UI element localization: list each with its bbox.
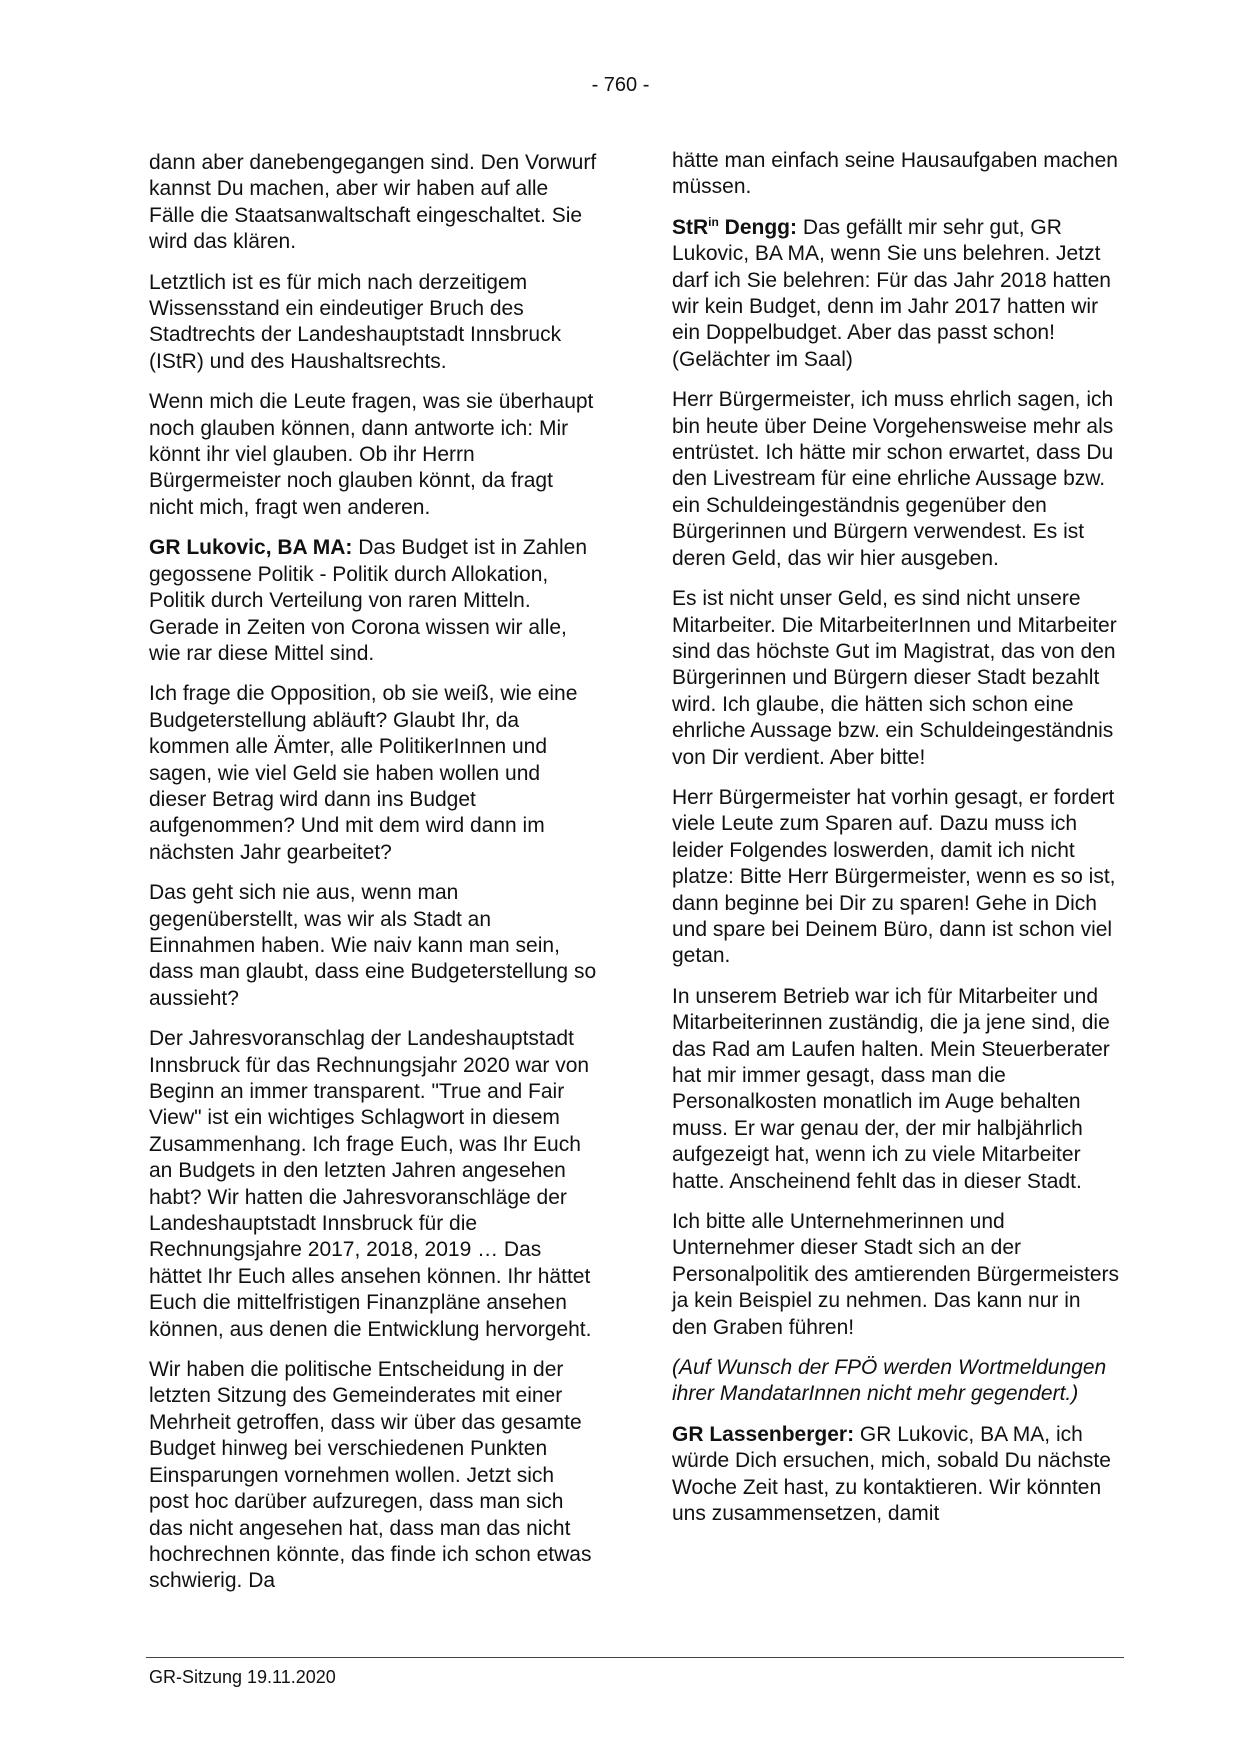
paragraph: Letztlich ist es für mich nach derzeitigem Wissensstand ein eindeutiger Bruch des Stadtrechts der Landeshauptstadt Innsbruck (IStR) und des Haushaltsrechts.: [149, 270, 562, 373]
paragraph: Ich bitte alle Unternehmerinnen und Unternehmer dieser Stadt sich an der Personalpolitik des amtierenden Bürgermeisters ja kein Beispiel zu nehmen. Das kann nur in den Graben führen!: [672, 1210, 1120, 1339]
footer-divider: [146, 1657, 1124, 1658]
footer-session-date: GR-Sitzung 19.11.2020: [149, 1667, 336, 1687]
left-column: [149, 150, 597, 1609]
paragraph: GR Lassenberger: GR Lukovic, BA MA, ich würde Dich ersuchen, mich, sobald Du nächste Woche Zeit hast, zu kontaktieren. Wir könnten uns zusammensetzen, damit: [672, 1422, 1111, 1526]
paragraph: Der Jahresvoranschlag der Landeshauptstadt Innsbruck für das Rechnungsjahr 2020 war von Beginn an immer transparent. "True and Fair View" ist ein wichtiges Schlagwort in diesem Zusammenhang. Ich frage Euch, was Ihr Euch an Budgets in den letzten Jahren angesehen habt? Wir hatten die Jahresvoranschläge der Landeshauptstadt Innsbruck für die Rechnungsjahre 2017, 2018, 2019 … Das hättet Ihr Euch alles ansehen können. Ihr hättet Euch die mittelfristigen Finanzpläne ansehen können, aus denen die Entwicklung hervorgeht.: [149, 1027, 592, 1341]
right-column: [672, 148, 1120, 1542]
editorial-note: (Auf Wunsch der FPÖ werden Wortmeldungen ihrer MandatarInnen nicht mehr gegendert.): [672, 1356, 1107, 1406]
paragraph: Herr Bürgermeister hat vorhin gesagt, er fordert viele Leute zum Sparen auf. Dazu muss ich leider Folgendes loswerden, damit ich nicht platze: Bitte Herr Bürgermeister, wenn es so ist, dann beginne bei Dir zu sparen! Gehe in Dich und spare bei Deinem Büro, dann ist schon viel getan.: [672, 785, 1116, 968]
paragraph: Wir haben die politische Entscheidung in der letzten Sitzung des Gemeinderates mit einer Mehrheit getroffen, dass wir über das gesamte Budget hinweg bei verschiedenen Punkten Einsparungen vornehmen wollen. Jetzt sich post hoc darüber aufzuregen, dass man sich das nicht angesehen hat, dass man das nicht hochrechnen könnte, das finde ich schon etwas schwierig. Da: [149, 1358, 592, 1593]
paragraph: Ich frage die Opposition, ob sie weiß, wie eine Budgeterstellung abläuft? Glaubt Ihr, da kommen alle Ämter, alle PolitikerInnen und sagen, wie viel Geld sie haben wollen und dieser Betrag wird dann ins Budget aufgenommen? Und mit dem wird dann im nächsten Jahr gearbeitet?: [149, 682, 578, 864]
paragraph: dann aber danebengegangen sind. Den Vorwurf kannst Du machen, aber wir haben auf alle Fälle die Staatsanwaltschaft eingeschaltet. Sie wird das klären.: [149, 151, 597, 254]
paragraph: GR Lukovic, BA MA: Das Budget ist in Zahlen gegossene Politik - Politik durch Allokation, Politik durch Verteilung von raren Mitteln. Gerade in Zeiten von Corona wissen wir alle, wie rar diese Mittel sind.: [149, 536, 588, 665]
page-number: - 760 -: [591, 74, 650, 96]
paragraph: In unserem Betrieb war ich für Mitarbeiter und Mitarbeiterinnen zuständig, die ja jene sind, die das Rad am Laufen halten. Mein Steuerberater hat mir immer gesagt, dass man die Personalkosten monatlich im Auge behalten muss. Er war genau der, der mir halbjährlich aufgezeigt hat, wenn ich zu viele Mitarbeiter hatte. Anscheinend fehlt das in dieser Stadt.: [672, 984, 1110, 1193]
paragraph: hätte man einfach seine Hausaufgaben machen müssen.: [672, 149, 1118, 199]
speaker-name: GR Lassenberger:: [672, 1422, 855, 1446]
paragraph: Wenn mich die Leute fragen, was sie überhaupt noch glauben können, dann antworte ich: Mir könnt ihr viel glauben. Ob ihr Herrn Bürgermeister noch glauben könnt, da fragt nicht mich, fragt wen anderen.: [149, 390, 594, 519]
speaker-name: StR$^{in}$ Dengg:: [672, 214, 797, 239]
paragraph: Es ist nicht unser Geld, es sind nicht unsere Mitarbeiter. Die MitarbeiterInnen und Mitarbeiter sind das höchste Gut im Magistrat, das von den Bürgerinnen und Bürgern dieser Stadt bezahlt wird. Ich glaube, die hätten sich schon eine ehrliche Aussage bzw. ein Schuldeingeständnis von Dir verdient. Aber bitte!: [672, 587, 1117, 769]
paragraph: Das geht sich nie aus, wenn man gegenüberstellt, was wir als Stadt an Einnahmen haben. Wie naiv kann man sein, dass man glaubt, dass eine Budgeterstellung so aussieht?: [149, 881, 597, 1010]
paragraph: Herr Bürgermeister, ich muss ehrlich sagen, ich bin heute über Deine Vorgehensweise mehr als entrüstet. Ich hätte mir schon erwartet, dass Du den Livestream für eine ehrliche Aussage bzw. ein Schuldeingeständnis gegenüber den Bürgerinnen und Bürgern verwendest. Es ist deren Geld, das wir hier ausgeben.: [672, 388, 1114, 570]
speaker-name: GR Lukovic, BA MA:: [149, 536, 353, 560]
paragraph: StR$^{in}$ Dengg: Das gefällt mir sehr gut, GR Lukovic, BA MA, wenn Sie uns belehren. Jetzt darf ich Sie belehren: Für das Jahr 2018 hatten wir kein Budget, denn im Jahr 2017 hatten wir ein Doppelbudget. Aber das passt schon! (Gelächter im Saal): [672, 214, 1111, 371]
